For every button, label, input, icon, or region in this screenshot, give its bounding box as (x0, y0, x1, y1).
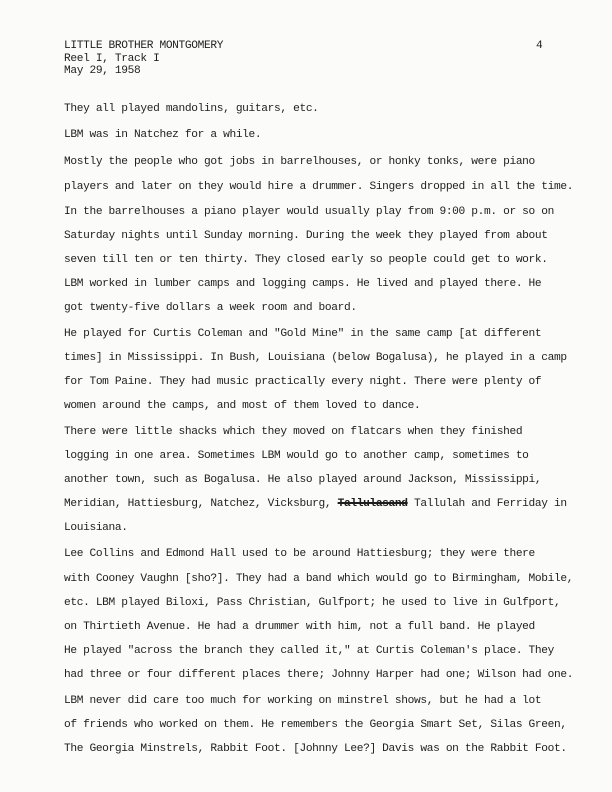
text-line: LBM was in Natchez for a while. (64, 129, 262, 141)
text-line: The Georgia Minstrels, Rabbit Foot. [Johnny Lee?] Davis was on the Rabbit Foot. (64, 743, 567, 755)
page-number: 4 (536, 40, 543, 52)
text-line: with Cooney Vaughn [sho?]. They had a band which would go to Birmingham, Mobile, (64, 573, 574, 585)
text-line: got twenty-five dollars a week room and board. (64, 302, 357, 314)
text-line-end: Tallulah and Ferriday in (407, 498, 567, 510)
text-line: They all played mandolins, guitars, etc. (64, 103, 319, 115)
text-line: He played "across the branch they called it," at Curtis Coleman's place. They (64, 645, 554, 657)
text-line: logging in one area. Sometimes LBM would go to another camp, sometimes to (64, 450, 529, 462)
text-line: on Thirtieth Avenue. He had a drummer with him, not a full band. He played (64, 621, 535, 633)
text-line: for Tom Paine. They had music practically every night. There were plenty of (64, 376, 542, 388)
text-line: players and later on they would hire a drummer. Singers dropped in all the time. (64, 181, 574, 193)
header-reel: Reel I, Track I (64, 52, 160, 65)
text-line: had three or four different places there; Johnny Harper had one; Wilson had one. (64, 669, 574, 681)
text-line: LBM never did care too much for working on minstrel shows, but he had a lot (64, 695, 542, 707)
text-line: Mostly the people who got jobs in barrelhouses, or honky tonks, were piano (64, 156, 535, 168)
text-line: another town, such as Bogalusa. He also played around Jackson, Mississippi, (64, 474, 542, 486)
text-line: times] in Mississippi. In Bush, Louisiana (below Bogalusa), he played in a camp (64, 352, 567, 364)
text-line: seven till ten or ten thirty. They closed early so people could get to work. (64, 254, 548, 266)
text-line: He played for Curtis Coleman and "Gold Mine" in the same camp [at different (64, 328, 542, 340)
text-line: Louisiana. (64, 522, 128, 534)
text-line: women around the camps, and most of them loved to dance. (64, 400, 421, 412)
header-title: LITTLE BROTHER MONTGOMERY (64, 40, 224, 52)
struck-word: Tallulasand (337, 498, 408, 510)
text-line: Lee Collins and Edmond Hall used to be around Hattiesburg; they were there (64, 548, 535, 560)
text-line: LBM worked in lumber camps and logging camps. He lived and played there. He (64, 278, 542, 290)
text-line (64, 498, 567, 510)
text-line-start: Meridian, Hattiesburg, Natchez, Vicksburg, (64, 498, 338, 510)
text-line: of friends who worked on them. He remembers the Georgia Smart Set, Silas Green, (64, 719, 567, 731)
header-date: May 29, 1958 (64, 65, 141, 77)
text-line: There were little shacks which they moved on flatcars when they finished (64, 426, 523, 438)
document-header (64, 40, 223, 78)
text-line: In the barrelhouses a piano player would usually play from 9:00 p.m. or so on (64, 206, 554, 218)
text-line: etc. LBM played Biloxi, Pass Christian, Gulfport; he used to live in Gulfport, (64, 597, 561, 609)
text-line: Saturday nights until Sunday morning. During the week they played from about (64, 230, 548, 242)
